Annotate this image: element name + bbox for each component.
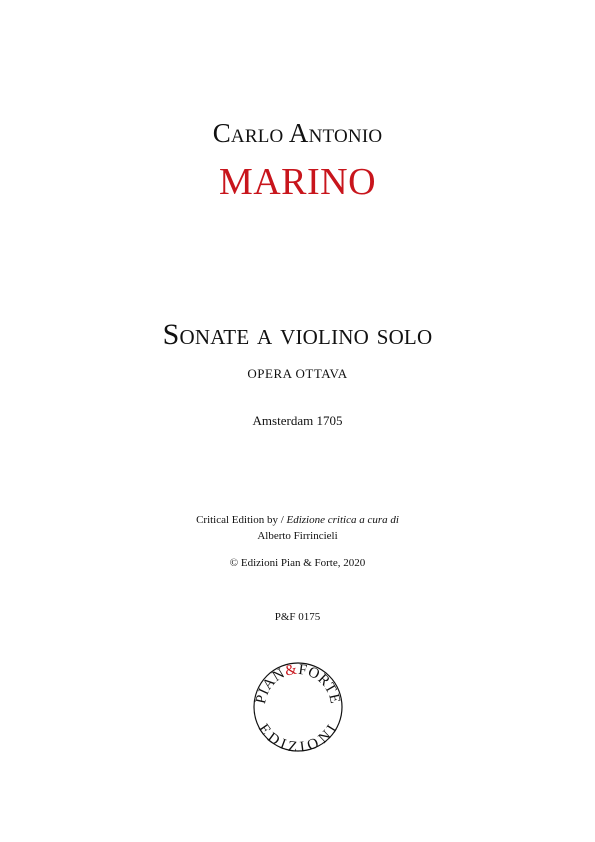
seal-text-top: PIAN&FORTE (253, 661, 343, 706)
opus-number: OPERA OTTAVA (247, 366, 348, 381)
publisher-seal-icon (251, 660, 345, 754)
seal-text-bottom: EDIZIONI (255, 721, 342, 754)
catalog-number: P&F 0175 (274, 611, 321, 623)
publisher-logo-seal (251, 660, 345, 754)
place-and-year: Amsterdam 1705 (252, 413, 343, 428)
composer-last-name: MARINO (218, 161, 377, 203)
copyright-line: © Edizioni Pian & Forte, 2020 (229, 557, 366, 569)
composer-first-names: Carlo Antonio (212, 118, 383, 148)
edition-credit (0, 514, 595, 526)
editor-name: Alberto Firrincieli (257, 530, 338, 542)
work-title: Sonate a violino solo (162, 318, 433, 351)
edition-credit-english: Critical Edition by / (196, 514, 284, 526)
edition-credit-italian: Edizione critica a cura di (286, 514, 399, 526)
